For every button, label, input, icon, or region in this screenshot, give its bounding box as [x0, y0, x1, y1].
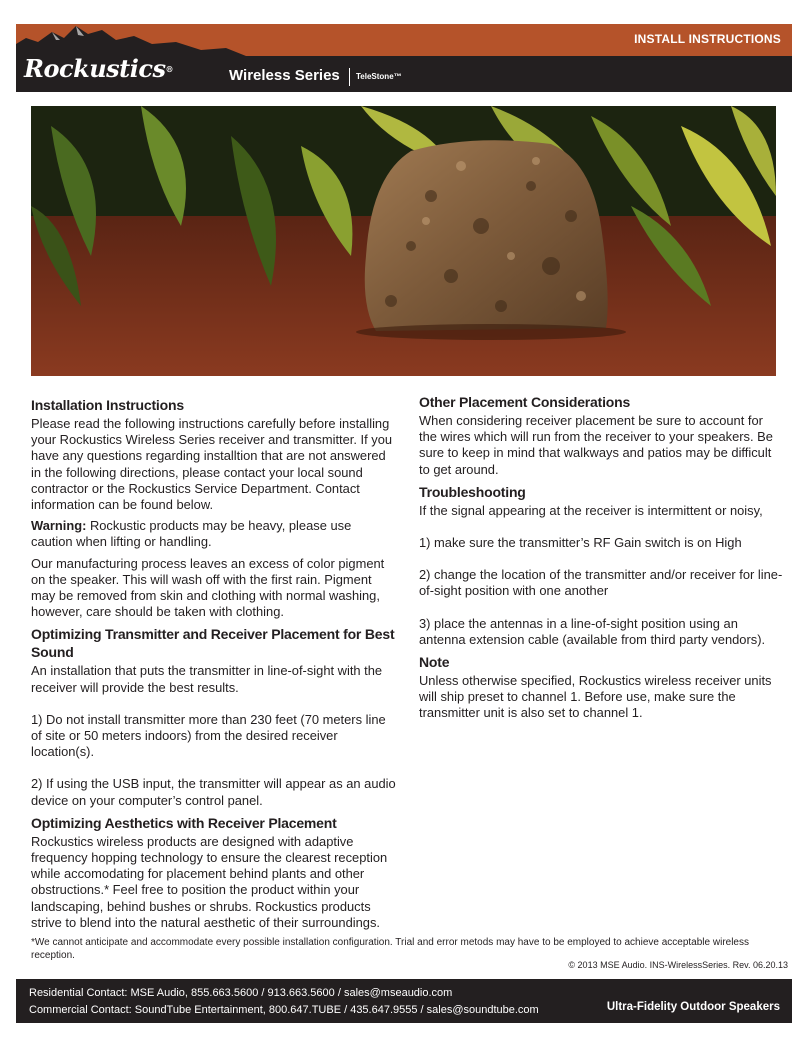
model-name: TeleStone™ — [356, 72, 402, 81]
rock-speaker-photo-icon — [31, 106, 776, 376]
residential-contact: Residential Contact: MSE Audio, 855.663.5600 / 913.663.5600 / sales@mseaudio.com — [29, 987, 453, 999]
left-column — [31, 396, 396, 936]
footnote: *We cannot anticipate and accommodate every possible installation configuration. Trial and error metods may have to be employed to achieve acceptable wireless reception. — [31, 937, 749, 961]
pigment-paragraph: Our manufacturing process leaves an excess of color pigment on the speaker. This will wash off with the first rain. Pigment may be removed from skin and clothing with normal washing, however, care should be taken with clothing. — [31, 555, 385, 620]
troubleshooting-heading: Troubleshooting — [419, 483, 526, 500]
optimizing-aesthetics-heading: Optimizing Aesthetics with Receiver Placement — [31, 814, 337, 831]
footer-bar — [16, 979, 792, 1023]
rf-gain-tip: 1) make sure the transmitter’s RF Gain switch is on High — [419, 535, 742, 551]
brand-registered-mark: ® — [165, 64, 173, 74]
aesthetics-paragraph: Rockustics wireless products are designed with adaptive frequency hopping technology to ensure the clearest reception while accomodating for placement behind plants and other obstructions.* Feel free to position the product within your landscaping, behind bushes or shrubs. Rockustics products strive to blend into the natural aesthetic of their surroundings. — [31, 833, 388, 930]
warning-paragraph — [31, 518, 396, 550]
line-of-sight-paragraph: An installation that puts the transmitter in line-of-sight with the receiver will provide the best results. — [31, 663, 383, 695]
usb-tip: 2) If using the USB input, the transmitter will appear as an audio device on your computer’s control panel. — [31, 776, 396, 808]
other-placement-heading: Other Placement Considerations — [419, 394, 631, 410]
series-divider — [349, 68, 350, 86]
product-photo — [31, 106, 776, 376]
channel-note: Unless otherwise specified, Rockustics wireless receiver units will ship preset to channel 1. Before use, make sure the transmitter unit is also set to channel 1. — [419, 673, 772, 721]
install-instructions-label: INSTALL INSTRUCTIONS — [634, 32, 781, 46]
signal-paragraph: If the signal appearing at the receiver is intermittent or noisy, — [419, 502, 763, 518]
wires-paragraph: When considering receiver placement be sure to account for the wires which will run from the receiver to your speakers. Be sure to keep in mind that walkways and patios may be difficult to get around. — [419, 413, 773, 477]
optimizing-placement-heading: Optimizing Transmitter and Receiver Placement for Best Sound — [31, 626, 395, 661]
tagline: Ultra-Fidelity Outdoor Speakers — [606, 1001, 780, 1013]
brand-logo — [24, 54, 173, 83]
warning-text: Rockustic products may be heavy, please use caution when lifting or handling. — [31, 518, 352, 550]
note-heading: Note — [419, 654, 450, 671]
copyright: © 2013 MSE Audio. INS-WirelessSeries. Rev. 06.20.13 — [568, 960, 788, 970]
intro-paragraph: Please read the following instructions carefully before installing your Rockustics Wireless Series receiver and transmitter. If you have any questions regarding installtion that are not answered in the following directions, please contact your local sound contractor or the Rockustics Service Department. Contact information can be found below. — [31, 416, 393, 513]
distance-tip: 1) Do not install transmitter more than 230 feet (70 meters line of site or 50 meters indoors) from the desired receiver location(s). — [31, 711, 386, 760]
series-title: Wireless Series — [229, 67, 340, 84]
antenna-tip: 3) place the antennas in a line-of-sight position using an antenna extension cable (available from third party vendors). — [419, 615, 766, 647]
header-banner — [16, 24, 792, 92]
commercial-contact: Commercial Contact: SoundTube Entertainment, 800.647.TUBE / 435.647.9555 / sales@soundtube.com — [29, 1004, 539, 1016]
installation-instructions-heading: Installation Instructions — [31, 397, 184, 413]
warning-label: Warning: — [31, 518, 87, 534]
right-column — [419, 393, 784, 727]
location-tip: 2) change the location of the transmitter and/or receiver for line-of-sight position with one another — [419, 567, 783, 599]
brand-name: Rockustics — [24, 54, 166, 83]
